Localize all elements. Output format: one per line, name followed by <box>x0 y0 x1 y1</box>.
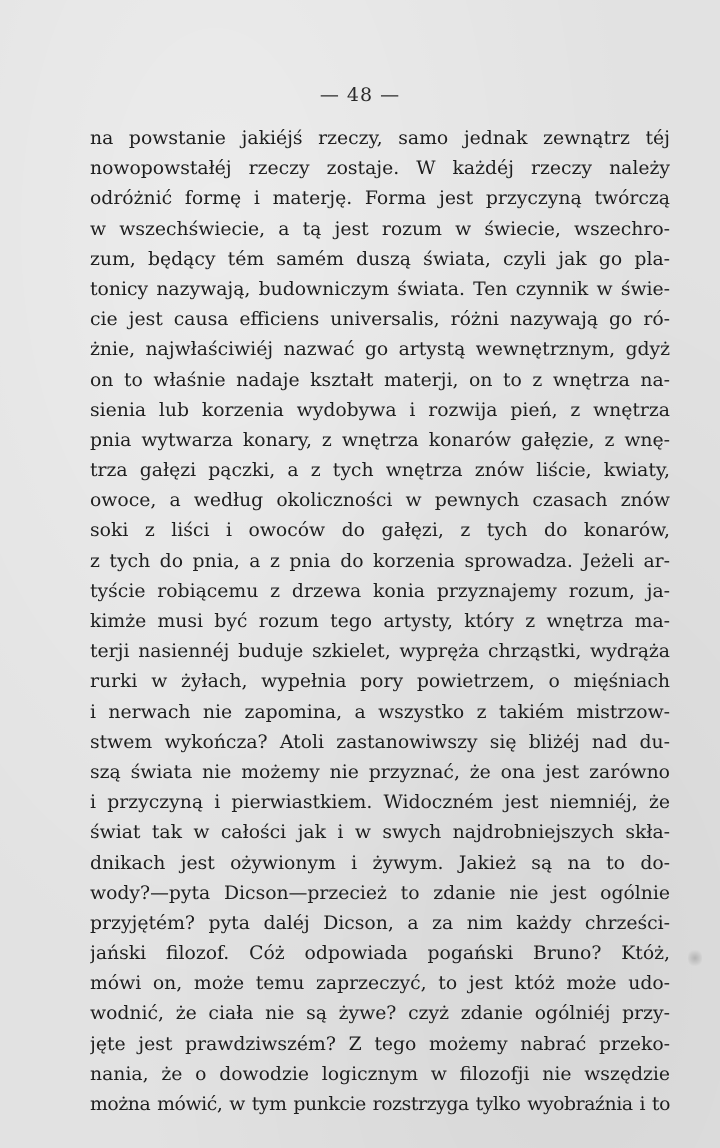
text-line: żnie, najwłaściwiéj nazwać go artystą wewnętrznym, gdyż <box>90 339 670 361</box>
text-line: zum, będący tém samém duszą świata, czyli jak go pla- <box>90 248 670 270</box>
body-text <box>90 124 670 1120</box>
text-line: i przyczyną i pierwiastkiem. Widoczném jest niemniéj, że <box>90 792 670 814</box>
text-line: sienia lub korzenia wydobywa i rozwija pień, z wnętrza <box>90 399 670 421</box>
text-line: kimże musi być rozum tego artysty, który z wnętrza ma- <box>90 611 670 632</box>
text-line: soki z liści i owoców do gałęzi, z tych do konarów, <box>90 520 670 542</box>
text-line: jański filozof. Cóż odpowiada pogański Bruno? Któż, <box>90 943 670 965</box>
page-number: — 48 — <box>319 84 401 106</box>
text-line: terji nasiennéj buduje szkielet, wypręża chrząstki, wydrąża <box>90 641 670 663</box>
text-line: szą świata nie możemy nie przyznać, że ona jest zarówno <box>90 761 670 783</box>
text-line: w wszechświecie, a tą jest rozum w świecie, wszechro- <box>90 218 670 240</box>
text-line: i nerwach nie zapomina, a wszystko z takiém mistrzow- <box>90 701 670 723</box>
text-line: cie jest causa efficiens universalis, różni nazywają go ró- <box>90 309 670 331</box>
text-line: przyjętém? pyta daléj Dicson, a za nim każdy chrześci- <box>90 912 670 934</box>
text-line: odróżnić formę i materję. Forma jest przyczyną twórczą <box>90 188 670 210</box>
text-line: tonicy nazywają, budowniczym świata. Ten czynnik w świe- <box>90 278 670 300</box>
paper-speck <box>688 948 702 968</box>
text-line: stwem wykończa? Atoli zastanowiwszy się bliżéj nad du- <box>90 731 670 753</box>
text-line: on to właśnie nadaje kształt materji, on to z wnętrza na- <box>90 369 670 391</box>
text-line: mówi on, może temu zaprzeczyć, to jest któż może udo- <box>90 973 670 995</box>
text-line: dnikach jest ożywionym i żywym. Jakież są na to do- <box>90 852 670 874</box>
text-line: pnia wytwarza konary, z wnętrza konarów gałęzie, z wnę- <box>90 429 670 451</box>
text-line: rurki w żyłach, wypełnia pory powietrzem, o mięśniach <box>90 671 670 693</box>
text-line: świat tak w całości jak i w swych najdrobniejszych skła- <box>90 822 670 844</box>
text-line: wody?—pyta Dicson—przecież to zdanie nie jest ogólnie <box>90 882 670 904</box>
text-line: na powstanie jakiéjś rzeczy, samo jednak zewnątrz téj <box>90 128 670 149</box>
text-line: nowopowstałéj rzeczy zostaje. W każdéj rzeczy należy <box>90 158 670 180</box>
text-line: owoce, a według okoliczności w pewnych czasach znów <box>90 490 670 512</box>
text-line: nania, że o dowodzie logicznym w filozofji nie wszędzie <box>90 1063 670 1085</box>
text-line: jęte jest prawdziwszém? Z tego możemy nabrać przeko- <box>90 1033 670 1055</box>
text-line: można mówić, w tym punkcie rozstrzyga tylko wyobraźnia i to <box>90 1094 670 1115</box>
text-line: z tych do pnia, a z pnia do korzenia sprowadza. Jeżeli ar- <box>90 550 670 572</box>
text-line: tyście robiącemu z drzewa konia przyznajemy rozum, ja- <box>90 580 670 602</box>
text-line: trza gałęzi pączki, a z tych wnętrza znów liście, kwiaty, <box>90 460 670 482</box>
text-line: wodnić, że ciała nie są żywe? czyż zdanie ogólniéj przy- <box>90 1003 670 1025</box>
